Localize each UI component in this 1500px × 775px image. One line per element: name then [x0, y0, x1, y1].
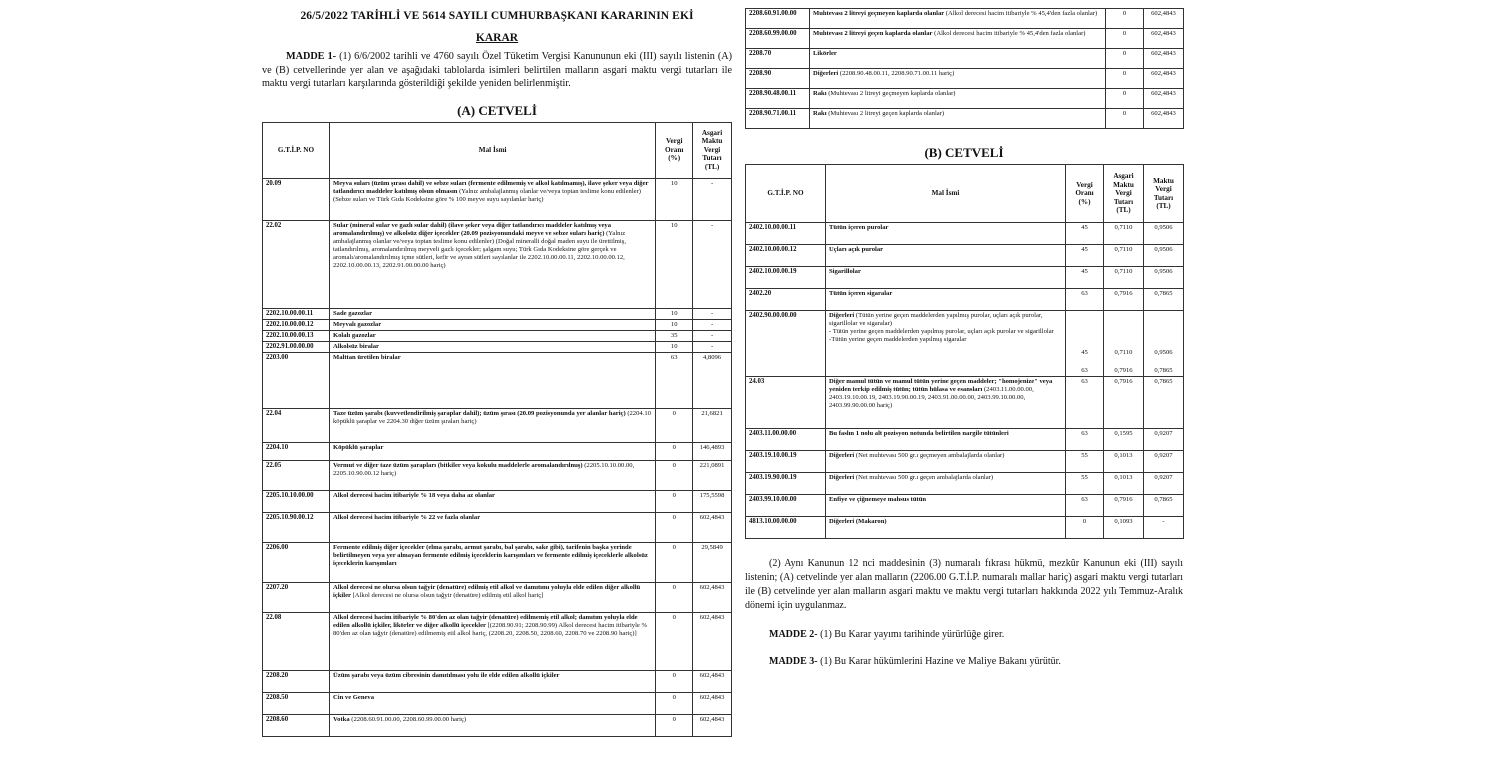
product-name-cell [826, 429, 1066, 451]
table-row [263, 670, 732, 692]
product-name: Tütün içeren purolar [829, 224, 889, 231]
product-name: Sigarillolar [829, 268, 861, 275]
product-name-cell [826, 267, 1066, 289]
table-row [746, 311, 1184, 377]
gtip-code-cell: 2202.10.00.00.13 [263, 330, 330, 341]
product-name: Alkol derecesi ne olursa olsun tağyir (denatüre) edilmiş etil alkol ve damıtımı yoluyla elde edilen diğer alkollü içkiler [333, 583, 641, 599]
amount-cell: 175,5598 [693, 490, 732, 512]
product-note: (Tütün yerine geçen maddelerden yapılmış purolar, uçları açık purolar, sigarillolar ve sigaralar) [829, 312, 1043, 327]
table-row [746, 429, 1184, 451]
table-row [746, 451, 1184, 473]
product-name-cell [330, 582, 656, 612]
product-name-cell [810, 109, 1106, 129]
amount-cell: 602,4843 [693, 512, 732, 542]
product-name: Votka [333, 715, 350, 723]
table-row [263, 352, 732, 408]
gtip-code-cell: 2402.20 [746, 289, 826, 311]
gtip-code-cell: 2208.60.99.00.00 [746, 29, 810, 49]
product-name: Uçları açık purolar [829, 246, 884, 253]
product-subitem-2: -Tütün yerine geçen maddelerden yapılmış sigaralar [829, 336, 967, 343]
rate-cell: 0 [1106, 109, 1144, 129]
amount-cell: 602,4843 [1144, 9, 1184, 29]
product-name: Diğerleri [829, 452, 855, 459]
product-note: (Net muhtevası 500 gr.ı geçen ambalajlarda olanlar) [855, 474, 994, 481]
amount-cell: - [693, 220, 732, 308]
table-row [746, 9, 1184, 29]
fixed-amount-cell: 0,7865 [1144, 289, 1184, 311]
col-header-vergi-orani: Vergi Oranı (%) [1066, 165, 1104, 223]
gtip-code-cell: 2207.20 [263, 582, 330, 612]
table-row [746, 223, 1184, 245]
product-name-cell [810, 89, 1106, 109]
product-note: (Alkol derecesi hacim itibariyle % 45,4'den fazla olanlar) [934, 30, 1086, 37]
table-row [263, 341, 732, 352]
table-row [746, 109, 1184, 129]
rate-cell: 0 [1106, 49, 1144, 69]
min-amount-cell: 0,7110 [1104, 267, 1144, 289]
product-name: Fermente edilmiş diğer içecekler (elma şarabı, armut şarabı, bal şarabı, sake gibi), tarifenin başka yerinde belirtilmeyen veya yer almayan fermente edilmiş içeceklerin karışımları ve fermente edilmiş içeceklerle alkolsüz içeceklerin karışımları [333, 543, 648, 567]
product-name: Üzüm şarabı veya üzüm cibresinin damıtılması yolu ile elde edilen alkollü içkiler [333, 671, 560, 679]
table-row [263, 178, 732, 220]
table-row [746, 377, 1184, 429]
gtip-code-cell: 24.03 [746, 377, 826, 429]
min-amount-cell: 0,1013 [1104, 451, 1144, 473]
gtip-code-cell: 20.09 [263, 178, 330, 220]
gtip-code-cell: 22.08 [263, 612, 330, 670]
product-name-cell [826, 311, 1066, 377]
col-header-mal-ismi: Mal İsmi [826, 165, 1066, 223]
table-row [263, 308, 732, 319]
fixed-amount-cell-1: 0,9506 [1154, 349, 1173, 356]
product-name-cell [330, 714, 656, 736]
cetvel-a-continued-table [745, 8, 1184, 129]
rate-cell: 63 [1066, 495, 1104, 517]
madde-2-paragraph [745, 629, 1215, 640]
product-name-cell [330, 330, 656, 341]
product-name-cell [810, 69, 1106, 89]
amount-cell: 602,4843 [693, 670, 732, 692]
gtip-code-cell: 2402.90.00.00.00 [746, 311, 826, 377]
rate-cell: 0 [656, 582, 693, 612]
right-page [745, 0, 1215, 667]
table-header-row [746, 165, 1184, 223]
product-name: Diğerleri [829, 474, 855, 481]
amount-cell: 602,4843 [1144, 29, 1184, 49]
table-row [263, 582, 732, 612]
product-note: [Alkol derecesi ne olursa olsun tağyir (denatüre) edilmiş etil alkol hariç] [352, 591, 544, 599]
table-row [746, 473, 1184, 495]
rate-cell: 0 [656, 542, 693, 582]
gtip-code-cell: 2403.19.90.00.19 [746, 473, 826, 495]
col-header-gtip: G.T.İ.P. NO [746, 165, 826, 223]
product-name-cell [826, 377, 1066, 429]
table-row [263, 220, 732, 308]
product-name: Alkol derecesi hacim itibariyle % 80'den az olan tağyir (denatüre) edilmemiş etil alkol; damıtım yoluyla elde edilen alkollü içkiler, likörler ve diğer alkollü içecekler [333, 613, 638, 629]
gtip-code-cell: 2202.10.00.00.11 [263, 308, 330, 319]
rate-cell: 55 [1066, 451, 1104, 473]
min-amount-cell: 0,7916 [1104, 289, 1144, 311]
product-name: Diğerleri [829, 312, 855, 319]
amount-cell: 602,4843 [693, 582, 732, 612]
rate-cell: 10 [656, 178, 693, 220]
product-name: Meyvalı gazozlar [333, 320, 382, 328]
product-name: Likörler [813, 50, 837, 57]
product-name: Taze üzüm şarabı (kuvvetlendirilmiş şaraplar dahil); üzüm şırası (20.09 pozisyonunda yer alanlar hariç) [333, 409, 626, 417]
table-row [263, 692, 732, 714]
karar-heading: KARAR [475, 32, 519, 44]
table-row [263, 612, 732, 670]
product-name-cell [826, 289, 1066, 311]
product-name-cell [330, 670, 656, 692]
rate-cell: 0 [656, 460, 693, 490]
product-note: (Muhtevası 2 litreyi geçen kaplarda olanlar) [828, 110, 945, 117]
product-name-cell [330, 220, 656, 308]
product-name: Sular (mineral sular ve gazlı sular dahil) (ilave şeker veya diğer tatlandırıcı maddeler katılmış veya aromalandırılmış) ve alkolsüz diğer içecekler (20.09 pozisyonundaki meyve ve sebze suları hariç) [333, 221, 612, 237]
rate-cell: 0 [656, 442, 693, 460]
rate-cell: 63 [1066, 429, 1104, 451]
col-header-asgari-maktu: Asgari Maktu Vergi Tutarı (TL) [1104, 165, 1144, 223]
madde-3-label: MADDE 3- [769, 656, 818, 667]
gtip-code-cell: 2402.10.00.00.12 [746, 245, 826, 267]
madde-3-text: (1) Bu Karar hükümlerini Hazine ve Maliye Bakanı yürütür. [817, 656, 1061, 667]
product-name-cell [826, 473, 1066, 495]
amount-cell: 21,6821 [693, 408, 732, 442]
paragraph-2: (2) Aynı Kanunun 12 nci maddesinin (3) numaralı fıkrası hükmü, mezkûr Kanunun eki (III) sayılı listenin; (A) cetvelinde yer alan malların (2206.00 G.T.İ.P. numaralı mallar hariç) asgari maktu vergi tutarları ile (B) cetvelinde yer alan malların asgari maktu ve maktu vergi tutarları hakkında 2022 yılı Temmuz-Aralık dönemi için uygulanmaz. [745, 558, 1183, 611]
fixed-amount-cell: - [1144, 517, 1184, 539]
madde-3-paragraph [745, 656, 1215, 667]
fixed-amount-cell: 0,9506 [1144, 267, 1184, 289]
gtip-code-cell: 2208.20 [263, 670, 330, 692]
fixed-amount-cell: 0,7865 [1144, 495, 1184, 517]
rate-cell: 55 [1066, 473, 1104, 495]
gtip-code-cell: 2403.19.10.00.19 [746, 451, 826, 473]
gtip-code-cell: 2208.60 [263, 714, 330, 736]
min-amount-cell: 0,7916 [1104, 377, 1144, 429]
product-name-cell [330, 178, 656, 220]
min-amount-cell: 0,1013 [1104, 473, 1144, 495]
table-row [746, 69, 1184, 89]
col-header-vergi-orani: Vergi Oranı (%) [656, 122, 693, 178]
min-amount-cell-1: 0,7110 [1114, 349, 1133, 356]
gtip-code-cell: 2403.99.10.00.00 [746, 495, 826, 517]
table-row [263, 460, 732, 490]
gtip-code-cell: 2205.10.90.00.12 [263, 512, 330, 542]
table-header-row [263, 122, 732, 178]
madde-1-text: (1) 6/6/2002 tarihli ve 4760 sayılı Özel Tüketim Vergisi Kanununun eki (III) sayılı listenin (A) ve (B) cetvellerinde yer alan ve aşağıdaki tablolarda isimleri belirtilen malların asgari maktu vergi tutarları ile maktu vergi tutarları karşılarında gösterildiği şekilde yeniden belirlenmiştir. [262, 51, 733, 89]
amount-cell: 602,4843 [693, 692, 732, 714]
product-name-cell [330, 308, 656, 319]
product-name-cell [826, 451, 1066, 473]
product-note: (Muhtevası 2 litreyi geçmeyen kaplarda olanlar) [828, 90, 956, 97]
madde-1-paragraph [262, 50, 732, 91]
product-note: (Alkol derecesi hacim itibariyle % 45,4'den fazla olanlar) [945, 10, 1098, 17]
product-name-cell [826, 517, 1066, 539]
table-row [746, 267, 1184, 289]
amount-cell: 602,4843 [1144, 49, 1184, 69]
rate-cell: 63 [656, 352, 693, 408]
product-name-cell [826, 245, 1066, 267]
product-name: Tütün içeren sigaralar [829, 290, 893, 297]
gtip-code-cell: 2208.90.71.00.11 [746, 109, 810, 129]
product-name-cell [330, 341, 656, 352]
rate-cell: 0 [1066, 517, 1104, 539]
rate-cell: 35 [656, 330, 693, 341]
gtip-code-cell: 2402.10.00.00.19 [746, 267, 826, 289]
fixed-amount-cell [1144, 311, 1184, 377]
amount-cell: - [693, 178, 732, 220]
fixed-amount-cell: 0,9207 [1144, 473, 1184, 495]
amount-cell: 602,4843 [1144, 109, 1184, 129]
product-name: Enfiye ve çiğnemeye mahsus tütün [829, 496, 927, 503]
col-header-maktu-vergi: Maktu Vergi Tutarı (TL) [1144, 165, 1184, 223]
gtip-code-cell: 2203.00 [263, 352, 330, 408]
gtip-code-cell: 22.02 [263, 220, 330, 308]
min-amount-cell [1104, 311, 1144, 377]
gtip-code-cell: 2208.60.91.00.00 [746, 9, 810, 29]
gtip-code-cell: 2208.90 [746, 69, 810, 89]
product-name-cell [330, 408, 656, 442]
rate-cell: 0 [656, 512, 693, 542]
gtip-code-cell: 2205.10.10.00.00 [263, 490, 330, 512]
gtip-code-cell: 22.05 [263, 460, 330, 490]
product-note: [(2208.90.91; 2208.90.99) Alkol derecesi hacim itibariyle % 80'den az olan tağyir (denatüre) edilmemiş etil alkol hariç, (2208.20, 2208.50, 2208.60, 2208.70 ve 2208.90 hariç)] [333, 621, 647, 637]
rate-cell: 45 [1066, 267, 1104, 289]
table-row [746, 495, 1184, 517]
rate-cell: 63 [1066, 377, 1104, 429]
min-amount-cell: 0,7916 [1104, 495, 1144, 517]
rate-cell: 10 [656, 220, 693, 308]
gtip-code-cell: 2208.70 [746, 49, 810, 69]
rate-cell: 63 [1066, 289, 1104, 311]
table-row [746, 49, 1184, 69]
gtip-code-cell: 2403.11.00.00.00 [746, 429, 826, 451]
product-name: Alkolsüz biralar [333, 342, 379, 350]
table-row [746, 289, 1184, 311]
amount-cell: 602,4843 [693, 714, 732, 736]
table-row [746, 245, 1184, 267]
product-name-cell [330, 319, 656, 330]
product-name-cell [330, 442, 656, 460]
rate-cell-1: 45 [1081, 349, 1088, 356]
table-row [746, 89, 1184, 109]
product-note: (Yalnız ambalajlanmış olanlar ve/veya toptan teslime konu edilenler) (Sebze suları ve Türk Gıda Kodeksine göre % 100 meyve suyu sayılanlar hariç) [333, 187, 641, 203]
rate-cell: 0 [1106, 29, 1144, 49]
col-header-gtip: G.T.İ.P. NO [263, 122, 330, 178]
product-name: Diğerleri [813, 70, 839, 77]
product-name-cell [330, 692, 656, 714]
product-name: Rakı [813, 90, 827, 97]
product-note: (Net muhtevası 500 gr.ı geçmeyen ambalajlarda olanlar) [855, 452, 1005, 459]
product-name-cell [330, 352, 656, 408]
table-row [263, 512, 732, 542]
cetvel-a-table [262, 122, 732, 737]
gtip-code-cell: 2208.90.48.00.11 [746, 89, 810, 109]
min-amount-cell: 0,7110 [1104, 245, 1144, 267]
product-name-cell [826, 223, 1066, 245]
rate-cell: 45 [1066, 245, 1104, 267]
product-name-cell [330, 542, 656, 582]
amount-cell: 221,0891 [693, 460, 732, 490]
gtip-code-cell: 2202.91.00.00.00 [263, 341, 330, 352]
table-row [746, 29, 1184, 49]
cetvel-b-table [745, 164, 1184, 539]
table-row [263, 542, 732, 582]
product-name-cell [826, 495, 1066, 517]
amount-cell: 146,4893 [693, 442, 732, 460]
gtip-code-cell: 2204.10 [263, 442, 330, 460]
product-name-cell [810, 29, 1106, 49]
col-header-asgari-maktu: Asgari Maktu Vergi Tutarı (TL) [693, 122, 732, 178]
product-name-cell [330, 490, 656, 512]
amount-cell: 29,5849 [693, 542, 732, 582]
cetvel-a-title: (A) CETVELİ [457, 102, 537, 118]
table-row [263, 319, 732, 330]
product-note: (Yalnız ambalajlanmış olanlar ve/veya toptan teslime konu edilenler) (Doğal mineralli doğal maden suyu ile ürettilmiş, tatlandırılmış, aromalandırılmış meyveli gazlı içecekler; şalgam suyu; Türk Gıda Kodeksine göre gerçek ve aromalı/aromalandırılmış içme sütleri, kefir ve ayran sütleri sayılanlar ile 2202.10.00.00.11, 2202.10.00.00.12, 2202.10.00.00.13, 2202.91.00.00.00 hariç) [333, 229, 626, 269]
product-name-cell [810, 49, 1106, 69]
madde-1-label: MADDE 1- [286, 51, 337, 62]
table-row [263, 408, 732, 442]
product-subitem-1: - Tütün yerine geçen maddelerden yapılmış purolar, uçları açık purolar ve sigarillolar [829, 328, 1054, 335]
product-name: Malttan üretilen biralar [333, 353, 401, 361]
amount-cell: 602,4843 [693, 612, 732, 670]
product-name: Muhtevası 2 litreyi geçmeyen kaplarda olanlar [813, 10, 945, 17]
rate-cell-2: 63 [1081, 367, 1088, 374]
min-amount-cell-2: 0,7916 [1114, 367, 1133, 374]
rate-cell: 0 [1106, 89, 1144, 109]
amount-cell: 4,8096 [693, 352, 732, 408]
min-amount-cell: 0,1595 [1104, 429, 1144, 451]
fixed-amount-cell: 0,9506 [1144, 223, 1184, 245]
amount-cell: - [693, 308, 732, 319]
amount-cell: - [693, 319, 732, 330]
product-name: Alkol derecesi hacim itibariyle % 22 ve fazla olanlar [333, 513, 481, 521]
cetvel-b-body [746, 223, 1184, 539]
rate-cell: 0 [656, 408, 693, 442]
product-note: (2204.10 köpüklü şaraplar ve 2204.30 diğer üzüm şıraları hariç) [333, 409, 651, 425]
madde-2-text: (1) Bu Karar yayımı tarihinde yürürlüğe girer. [817, 629, 1005, 640]
fixed-amount-cell: 0,9506 [1144, 245, 1184, 267]
gtip-code-cell: 2202.10.00.00.12 [263, 319, 330, 330]
table-row [263, 442, 732, 460]
rate-cell: 0 [656, 490, 693, 512]
left-page [262, 0, 732, 737]
rate-cell: 0 [656, 714, 693, 736]
rate-cell: 10 [656, 319, 693, 330]
rate-cell: 0 [656, 692, 693, 714]
amount-cell: 602,4843 [1144, 89, 1184, 109]
rate-cell: 45 [1066, 223, 1104, 245]
product-name: Diğer mamul tütün ve mamul tütün yerine geçen maddeler; "homojenize" veya yeniden terkip edilmiş tütün; tütün hülasa ve esansları [829, 378, 1053, 393]
amount-cell: - [693, 330, 732, 341]
product-name: Meyva suları (üzüm şırası dahil) ve sebze suları (fermente edilmemiş ve alkol katılmamış), ilave şeker veya diğer tatlandırıcı maddeler katılmış olsun olmasın [333, 179, 649, 195]
table-row [263, 330, 732, 341]
rate-cell: 0 [1106, 9, 1144, 29]
min-amount-cell: 0,7110 [1104, 223, 1144, 245]
product-name: Bu faslın 1 nolu alt pozisyon notunda belirtilen nargile tütünleri [829, 430, 1009, 437]
rate-cell: 0 [656, 670, 693, 692]
product-name-cell [330, 612, 656, 670]
gtip-code-cell: 2402.10.00.00.11 [746, 223, 826, 245]
product-name: Rakı [813, 110, 827, 117]
gtip-code-cell: 2206.00 [263, 542, 330, 582]
product-name: Alkol derecesi hacim itibariyle % 18 veya daha az olanlar [333, 491, 495, 499]
table-row [746, 517, 1184, 539]
product-name-cell [330, 460, 656, 490]
product-note: (2208.60.91.00.00, 2208.60.99.00.00 hariç) [351, 715, 467, 723]
product-name: Vermut ve diğer taze üzüm şarapları (bitkiler veya kokulu maddelerle aromalandırılmış) [333, 461, 583, 469]
product-name-cell [810, 9, 1106, 29]
rate-cell: 10 [656, 341, 693, 352]
rate-cell [1066, 311, 1104, 377]
product-note: (2208.90.48.00.11, 2208.90.71.00.11 hariç) [839, 70, 955, 77]
fixed-amount-cell: 0,7865 [1144, 377, 1184, 429]
document-title: 26/5/2022 TARİHLİ VE 5614 SAYILI CUMHURBAŞKANI KARARININ EKİ [300, 10, 694, 22]
table-row [263, 490, 732, 512]
gtip-code-cell: 2208.50 [263, 692, 330, 714]
fixed-amount-cell: 0,9207 [1144, 451, 1184, 473]
product-name: Köpüklü şaraplar [333, 443, 384, 451]
gtip-code-cell: 4813.10.00.00.00 [746, 517, 826, 539]
madde-2-label: MADDE 2- [769, 629, 818, 640]
product-name: Muhtevası 2 litreyi geçen kaplarda olanlar [813, 30, 933, 37]
fixed-amount-cell: 0,9207 [1144, 429, 1184, 451]
gtip-code-cell: 22.04 [263, 408, 330, 442]
product-name: Kolalı gazozlar [333, 331, 376, 339]
rate-cell: 0 [1106, 69, 1144, 89]
rate-cell: 0 [656, 612, 693, 670]
table-row [263, 714, 732, 736]
cetvel-b-title: (B) CETVELİ [924, 145, 1004, 160]
amount-cell: 602,4843 [1144, 69, 1184, 89]
product-name-cell [330, 512, 656, 542]
min-amount-cell: 0,1093 [1104, 517, 1144, 539]
product-name: Sade gazozlar [333, 309, 373, 317]
col-header-mal-ismi: Mal İsmi [330, 122, 656, 178]
amount-cell: - [693, 341, 732, 352]
fixed-amount-cell-2: 0,7865 [1154, 367, 1173, 374]
cetvel-a-continued-body [746, 9, 1184, 129]
product-name: Cin ve Geneva [333, 693, 375, 701]
cetvel-a-body [263, 178, 732, 736]
product-name: Diğerleri (Makaron) [829, 518, 887, 525]
product-note: (2403.11.00.00.00, 2403.19.10.00.19, 2403.19.90.00.19, 2403.91.00.00.00, 2403.99.10.00.00, 2403.99.90.00.00 hariç) [829, 386, 1034, 409]
product-note: (2205.10.10.00.00, 2205.10.90.00.12 hariç) [333, 461, 635, 477]
rate-cell: 10 [656, 308, 693, 319]
